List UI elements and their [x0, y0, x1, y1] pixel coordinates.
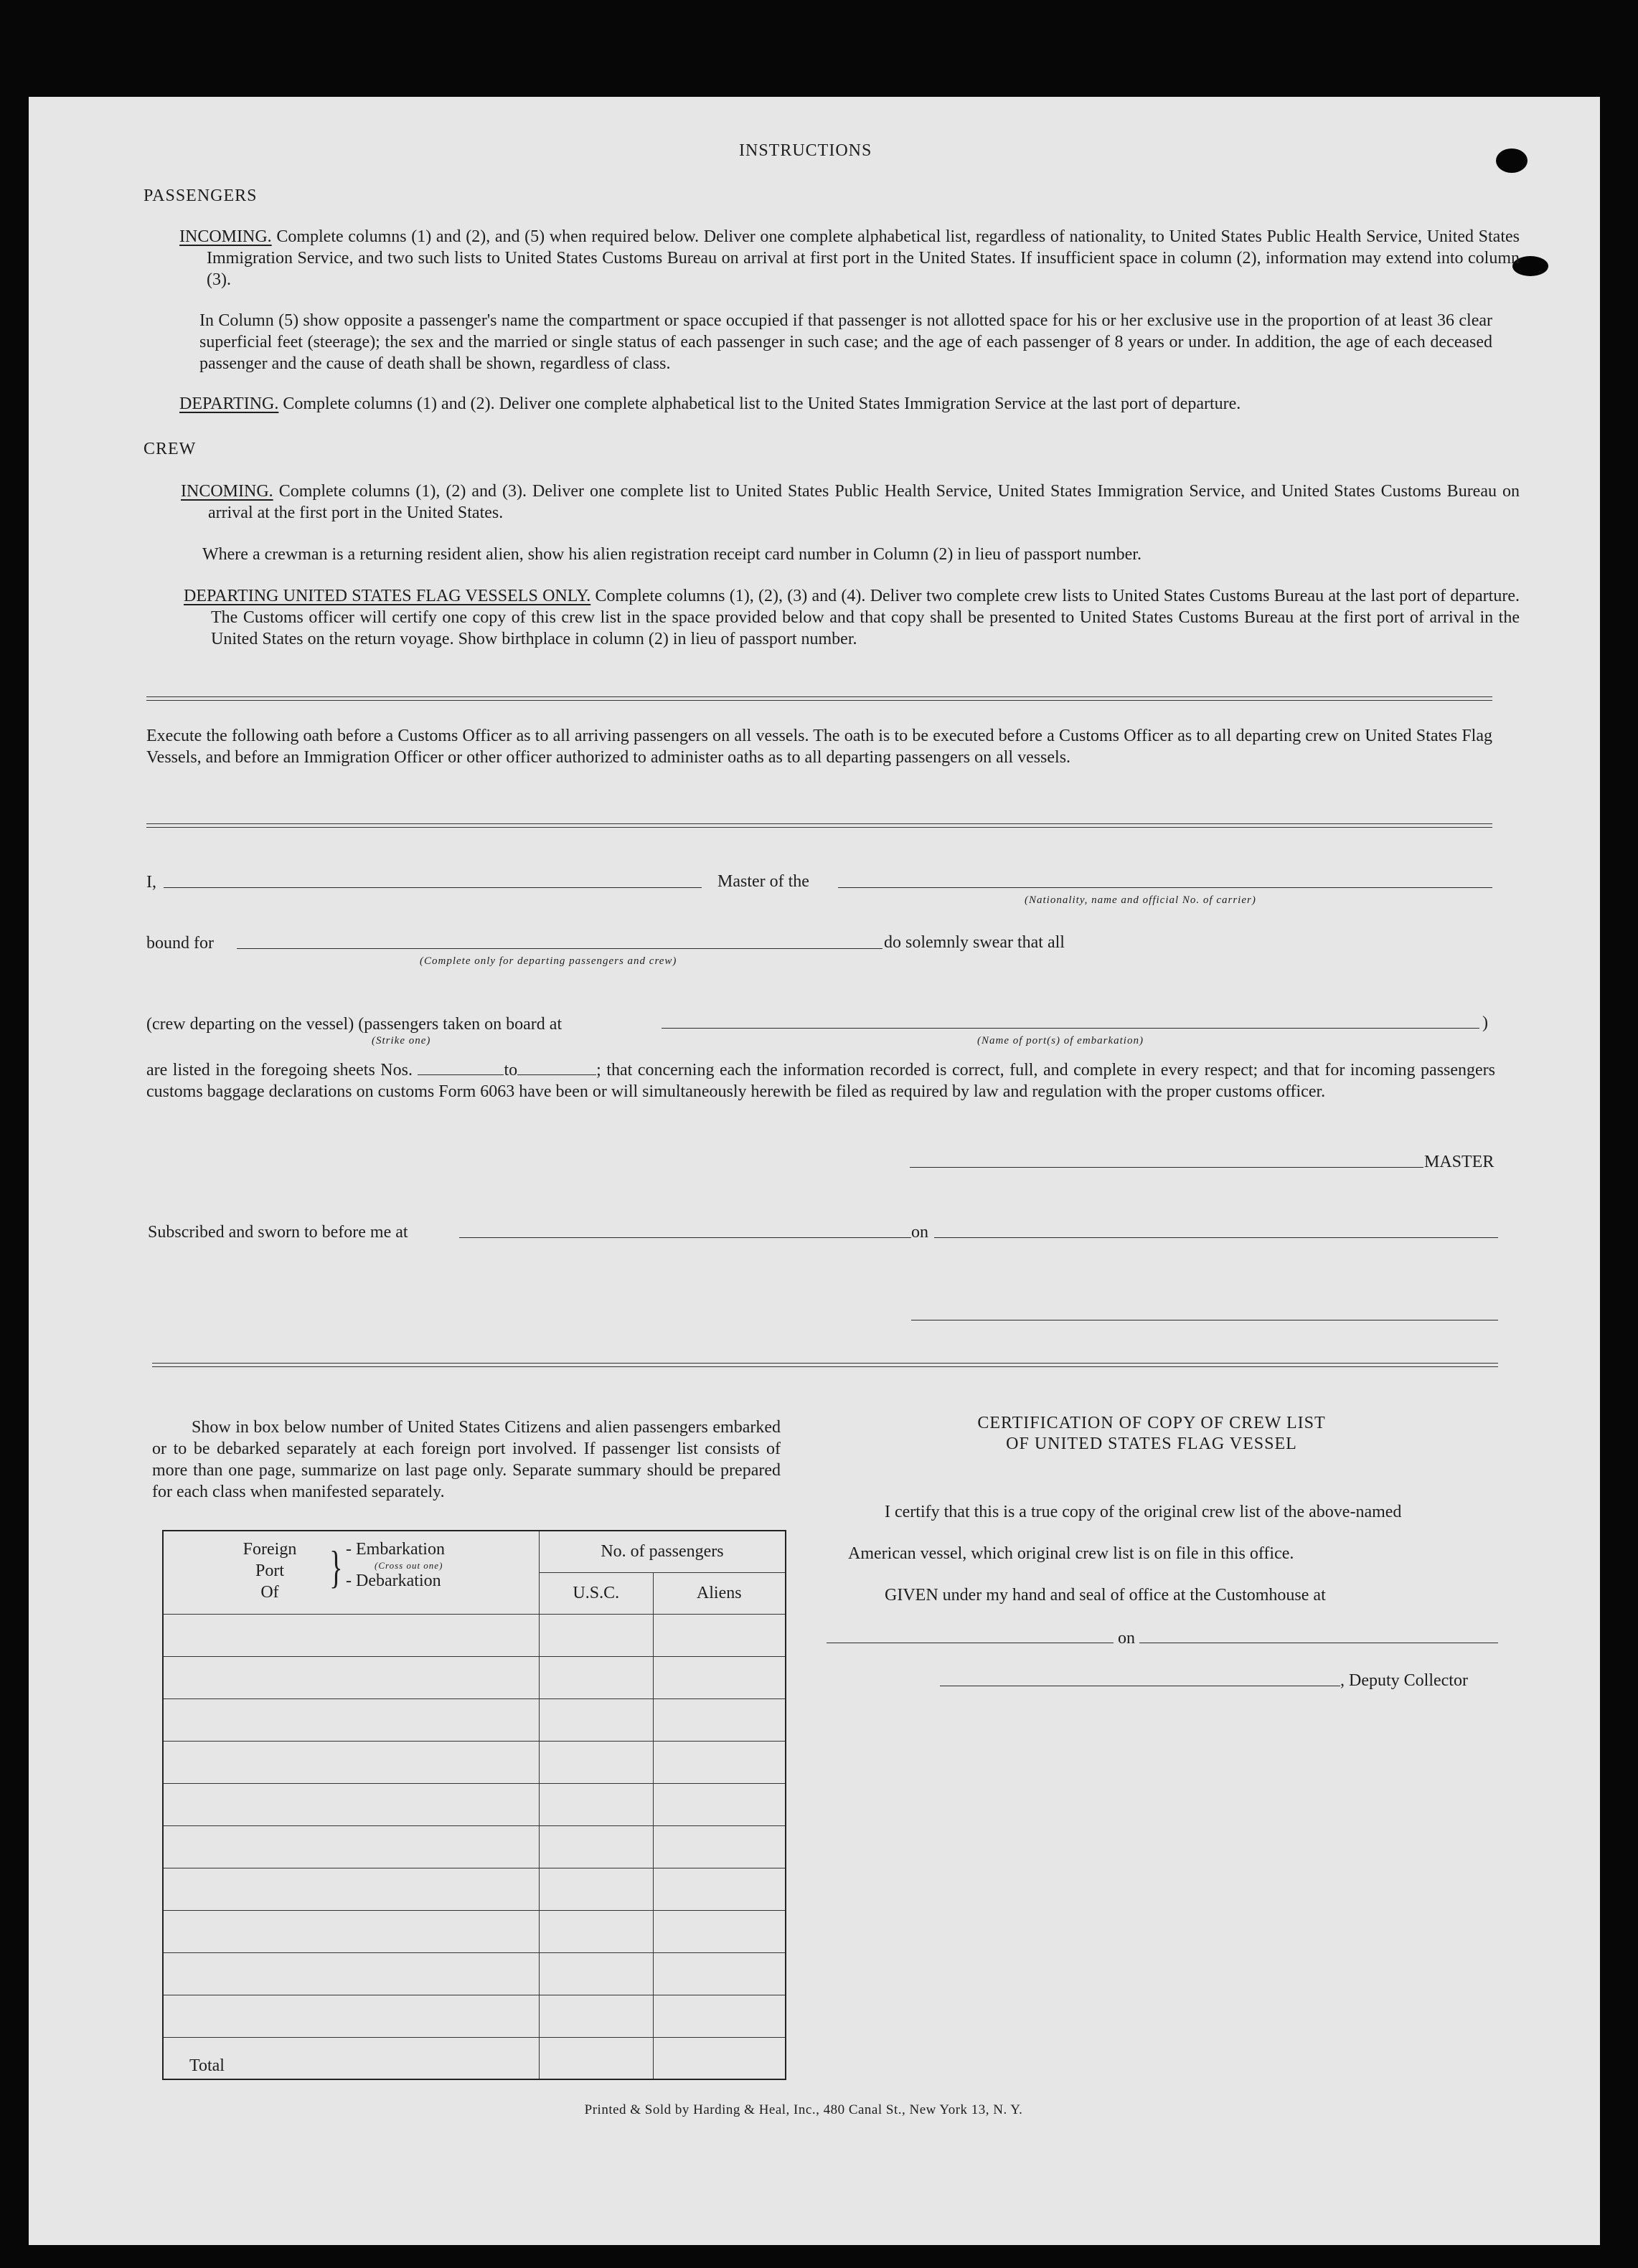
aliens-cell[interactable] — [653, 1952, 786, 1995]
instructions-title: INSTRUCTIONS — [739, 141, 872, 160]
ports-caption: (Name of port(s) of embarkation) — [977, 1035, 1144, 1046]
strike-caption: (Strike one) — [372, 1035, 431, 1046]
crew-departing-option: (crew departing on the vessel) (passengers taken on board at — [146, 1015, 563, 1034]
subscribed-label: Subscribed and sworn to before me at — [148, 1223, 408, 1242]
table-row — [163, 1656, 786, 1698]
header-usc: U.S.C. — [539, 1572, 653, 1614]
usc-cell[interactable] — [539, 1995, 653, 2037]
sheet-to-field[interactable] — [517, 1062, 596, 1075]
port-cell[interactable] — [163, 1741, 539, 1783]
table-row — [163, 1868, 786, 1910]
passengers-heading: PASSENGERS — [143, 186, 258, 205]
usc-cell[interactable] — [539, 1910, 653, 1952]
divider — [152, 1363, 1498, 1367]
passengers-incoming-text: Complete columns (1) and (2), and (5) when required below. Deliver one complete alphabetical list, regardless of nationality, to United States Public Health Service, United States Immigration Service, and two such lists to United States Customs Bureau on arrival at first port in the United States. If insufficient space in column (2), information may extend into column (3). — [207, 227, 1520, 289]
punch-hole — [1496, 148, 1528, 173]
certify-line-2: American vessel, which original crew list is on file in this office. — [848, 1544, 1294, 1563]
crew-incoming-text: Complete columns (1), (2) and (3). Deliver one complete list to United States Public Health Service, United States Immigration Service, and United States Customs Bureau on arrival at the first port in the United States. — [208, 482, 1520, 522]
port-cell[interactable] — [163, 1995, 539, 2037]
table-row — [163, 1995, 786, 2037]
passengers-incoming-label: INCOMING. — [179, 227, 272, 246]
crew-incoming-label: INCOMING. — [181, 482, 273, 501]
certification-title-1: CERTIFICATION OF COPY OF CREW LIST — [977, 1414, 1326, 1432]
port-cell[interactable] — [163, 1783, 539, 1825]
port-cell[interactable] — [163, 1910, 539, 1952]
oath-i-label: I, — [146, 873, 156, 892]
passengers-departing-text: Complete columns (1) and (2). Deliver one complete alphabetical list to the United States Immigration Service at the last port of departure. — [283, 394, 1241, 413]
crew-departing-label: DEPARTING UNITED STATES FLAG VESSELS ONLY. — [184, 587, 591, 605]
passengers-column5-paragraph: In Column (5) show opposite a passenger's name the compartment or space occupied if that passenger is not allotted space for his or her exclusive use in the proportion of at least 36 clear superficial feet (steerage); the sex and the married or single status of each passenger in such case; and the age of each passenger of 8 years or under. In addition, the age of each deceased passenger and the cause of death shall be shown, regardless of class. — [199, 311, 1492, 373]
usc-cell[interactable] — [539, 1614, 653, 1656]
header-embarkation: - Embarkation — [346, 1540, 445, 1559]
total-label: Total — [163, 2037, 539, 2079]
carrier-field[interactable] — [838, 887, 1492, 888]
passengers-departing-paragraph — [179, 393, 1492, 415]
close-paren: ) — [1482, 1013, 1488, 1032]
port-cell[interactable] — [163, 1868, 539, 1910]
aliens-cell[interactable] — [653, 1995, 786, 2037]
aliens-cell[interactable] — [653, 1656, 786, 1698]
usc-cell[interactable] — [539, 1952, 653, 1995]
bound-caption: (Complete only for departing passengers and crew) — [420, 955, 677, 967]
aliens-cell[interactable] — [653, 1698, 786, 1741]
subscribed-place-field[interactable] — [459, 1237, 911, 1238]
brace-icon: } — [329, 1541, 343, 1592]
table-row — [163, 1698, 786, 1741]
foreign-port-header — [163, 1531, 539, 1614]
embarkation-ports-field[interactable] — [662, 1028, 1479, 1029]
crew-departing-paragraph — [184, 585, 1520, 650]
header-of: Of — [260, 1583, 279, 1602]
usc-total-cell[interactable] — [539, 2037, 653, 2079]
usc-cell[interactable] — [539, 1783, 653, 1825]
table-row — [163, 1910, 786, 1952]
aliens-total-cell[interactable] — [653, 2037, 786, 2079]
master-signature-field[interactable] — [910, 1167, 1423, 1168]
port-cell[interactable] — [163, 1952, 539, 1995]
port-cell[interactable] — [163, 1656, 539, 1698]
header-no-passengers: No. of passengers — [539, 1531, 786, 1572]
usc-cell[interactable] — [539, 1868, 653, 1910]
bound-for-label: bound for — [146, 934, 214, 953]
usc-cell[interactable] — [539, 1741, 653, 1783]
crew-resident-alien-paragraph: Where a crewman is a returning resident alien, show his alien registration receipt card number in Column (2) in lieu of passport number. — [202, 545, 1142, 564]
aliens-cell[interactable] — [653, 1741, 786, 1783]
listed-suffix: ; that concerning each the information recorded is correct, full, and complete in every respect; and that for incoming passengers customs baggage declarations on customs Form 6063 have been or will simultaneously herewith be filed as required by law and regulation with the proper customs officer. — [146, 1061, 1496, 1101]
aliens-cell[interactable] — [653, 1910, 786, 1952]
table-row — [163, 1783, 786, 1825]
table-row — [163, 1614, 786, 1656]
port-cell[interactable] — [163, 1614, 539, 1656]
certification-title-2: OF UNITED STATES FLAG VESSEL — [1006, 1435, 1297, 1453]
to-label: to — [504, 1061, 518, 1079]
header-foreign: Foreign — [243, 1540, 297, 1559]
listed-paragraph — [146, 1059, 1495, 1102]
aliens-cell[interactable] — [653, 1614, 786, 1656]
table-row — [163, 1741, 786, 1783]
passengers-incoming-paragraph — [179, 226, 1520, 290]
given-text: GIVEN under my hand and seal of office at the Customhouse at — [885, 1586, 1326, 1605]
swear-label: do solemnly swear that all — [884, 933, 1065, 952]
usc-cell[interactable] — [539, 1825, 653, 1868]
subscribed-on-label: on — [911, 1223, 928, 1242]
aliens-cell[interactable] — [653, 1825, 786, 1868]
aliens-cell[interactable] — [653, 1783, 786, 1825]
listed-prefix: are listed in the foregoing sheets Nos. — [146, 1061, 413, 1079]
table-row — [163, 1952, 786, 1995]
passenger-summary-table — [162, 1530, 786, 2080]
subscribed-date-field[interactable] — [934, 1237, 1498, 1238]
deputy-collector-label: , Deputy Collector — [1340, 1671, 1468, 1690]
summary-instructions: Show in box below number of United States Citizens and alien passengers embarked or to be debarked separately at each foreign port involved. If passenger list consists of more than one page, summarize on last page only. Separate summary should be prepared for each class when manifested separately. — [152, 1418, 781, 1501]
passengers-departing-label: DEPARTING. — [179, 394, 279, 413]
nationality-caption: (Nationality, name and official No. of carrier) — [1025, 894, 1256, 906]
bound-for-field[interactable] — [237, 948, 882, 949]
oath-intro: Execute the following oath before a Customs Officer as to all arriving passengers on all vessels. The oath is to be executed before a Customs Officer as to all departing crew on United States Flag Vessels, and before an Immigration Officer or other officer authorized to administer oaths as to all departing passengers on all vessels. — [146, 727, 1492, 767]
header-aliens: Aliens — [653, 1572, 786, 1614]
divider — [146, 823, 1492, 828]
certification-on-label: on — [1118, 1629, 1135, 1648]
aliens-cell[interactable] — [653, 1868, 786, 1910]
crew-incoming-paragraph — [181, 481, 1520, 524]
table-row — [163, 1825, 786, 1868]
certify-line-1: I certify that this is a true copy of the original crew list of the above-named — [885, 1503, 1402, 1521]
divider — [146, 696, 1492, 701]
header-port: Port — [255, 1561, 284, 1580]
crew-departing-text: Complete columns (1), (2), (3) and (4). Deliver two complete crew lists to United States Customs Bureau at the last port of departure. The Customs officer will certify one copy of this crew list in the space provided below and that copy shall be presented to United States Customs Bureau at the first port of arrival in the United States on the return voyage. Show birthplace in column (2) in lieu of passport number. — [211, 587, 1520, 648]
crew-heading: CREW — [143, 440, 197, 458]
form-sheet — [29, 97, 1600, 2245]
header-cross-out: (Cross out one) — [375, 1560, 443, 1571]
header-debarkation: - Debarkation — [346, 1572, 441, 1590]
master-name-field[interactable] — [164, 887, 702, 888]
total-row — [163, 2037, 786, 2079]
port-cell[interactable] — [163, 1698, 539, 1741]
sheet-from-field[interactable] — [418, 1062, 504, 1075]
usc-cell[interactable] — [539, 1656, 653, 1698]
usc-cell[interactable] — [539, 1698, 653, 1741]
master-label: MASTER — [1424, 1153, 1495, 1171]
printer-imprint: Printed & Sold by Harding & Heal, Inc., 480 Canal St., New York 13, N. Y. — [584, 2102, 1023, 2117]
port-cell[interactable] — [163, 1825, 539, 1868]
master-of-label: Master of the — [717, 872, 809, 891]
